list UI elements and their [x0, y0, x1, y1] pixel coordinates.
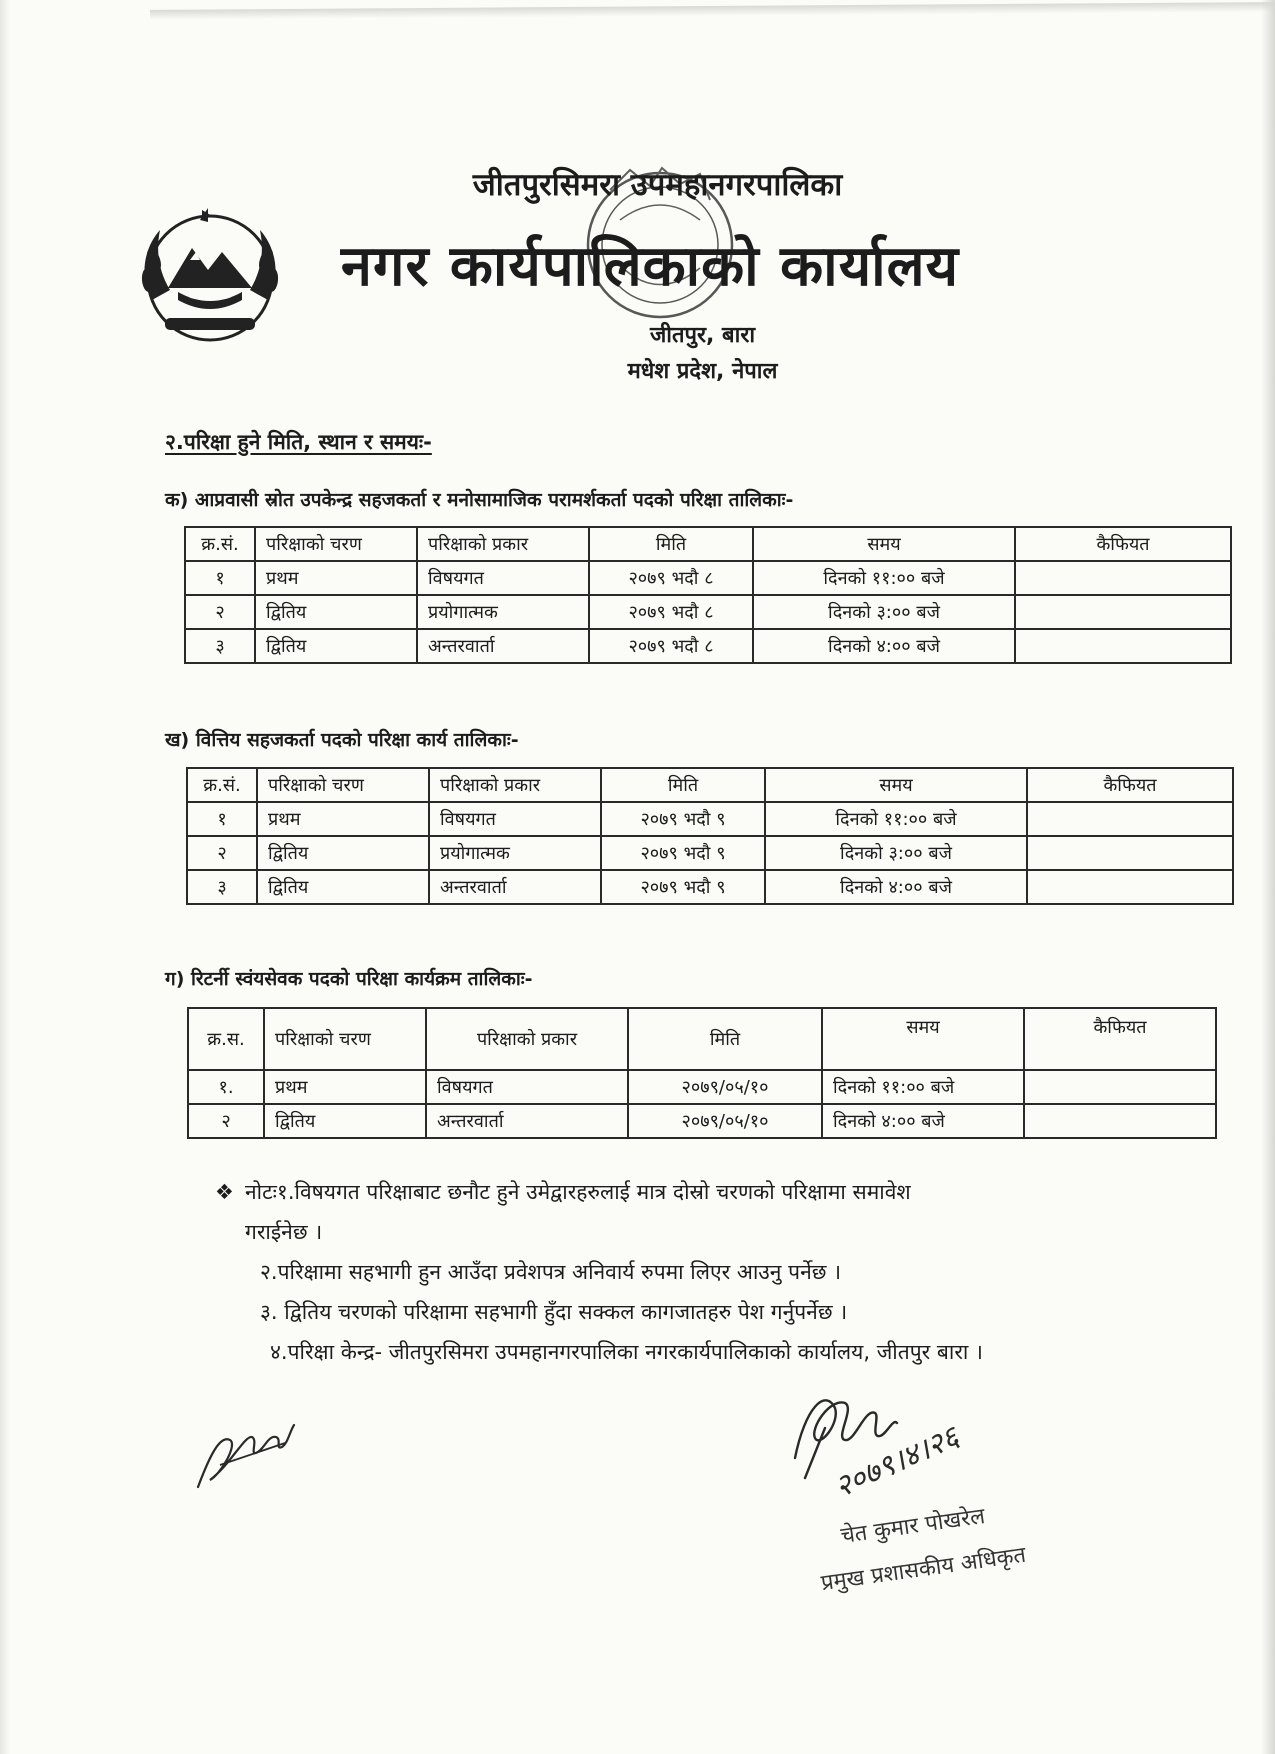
col-remarks: कैफियत: [1015, 527, 1231, 561]
scan-edge-left: [0, 0, 10, 1754]
province-name: मधेश प्रदेश, नेपाल: [627, 359, 778, 384]
col-time: समय: [765, 768, 1027, 802]
cell-sn: १: [187, 802, 257, 836]
cell-stage: प्रथम: [264, 1070, 426, 1104]
table-header-row: [185, 527, 1231, 561]
col-stage: परिक्षाको चरण: [264, 1008, 426, 1070]
table-row: [187, 836, 1233, 870]
cell-remarks: [1027, 802, 1233, 836]
cell-stage: द्वितिय: [255, 595, 417, 629]
table-row: [188, 1104, 1216, 1138]
cell-type: अन्तरवार्ता: [417, 629, 589, 663]
cell-stage: प्रथम: [257, 802, 429, 836]
signature-date: २०७९।४।२६: [829, 1419, 965, 1506]
cell-remarks: [1024, 1070, 1216, 1104]
schedule-a-title: क) आप्रवासी स्रोत उपकेन्द्र सहजकर्ता र मनोसामाजिक परामर्शकर्ता पदको परिक्षा तालिकाः-: [165, 489, 794, 511]
schedule-c-table: [187, 1007, 1217, 1139]
notes-block: [215, 1172, 1095, 1372]
cell-remarks: [1027, 836, 1233, 870]
col-date: मिति: [589, 527, 753, 561]
cell-date: २०७९ भदौ ९: [601, 836, 765, 870]
signatory-designation: प्रमुख प्रशासकीय अधिकृत: [819, 1542, 1028, 1597]
cell-remarks: [1024, 1104, 1216, 1138]
table-header-row: [188, 1008, 1216, 1070]
table-row: [187, 802, 1233, 836]
table-header-row: [187, 768, 1233, 802]
table-row: [185, 561, 1231, 595]
col-date: मिति: [601, 768, 765, 802]
cell-type: प्रयोगात्मक: [429, 836, 601, 870]
cell-type: विषयगत: [426, 1070, 628, 1104]
col-sn: क्र.सं.: [185, 527, 255, 561]
col-sn: क्र.स.: [188, 1008, 264, 1070]
cell-date: २०७९ भदौ ८: [589, 561, 753, 595]
cell-date: २०७९ भदौ ९: [601, 802, 765, 836]
cell-remarks: [1015, 561, 1231, 595]
cell-sn: १: [185, 561, 255, 595]
cell-sn: २: [185, 595, 255, 629]
cell-stage: द्वितिय: [264, 1104, 426, 1138]
col-type: परिक्षाको प्रकार: [417, 527, 589, 561]
note-1: [215, 1172, 1095, 1212]
cell-time: दिनको ११:०० बजे: [765, 802, 1027, 836]
cell-remarks: [1015, 629, 1231, 663]
cell-time: दिनको ४:०० बजे: [753, 629, 1015, 663]
table-row: [185, 629, 1231, 663]
cell-time: दिनको ४:०० बजे: [822, 1104, 1024, 1138]
cell-type: प्रयोगात्मक: [417, 595, 589, 629]
cell-remarks: [1015, 595, 1231, 629]
cell-time: दिनको ११:०० बजे: [753, 561, 1015, 595]
schedule-b-table: [186, 767, 1234, 905]
section-title: २.परिक्षा हुने मिति, स्थान र समयः-: [165, 430, 432, 454]
cell-sn: ३: [187, 870, 257, 904]
signatory-name: चेत कुमार पोखरेल: [839, 1503, 987, 1549]
note-1-text: नोटः१.विषयगत परिक्षाबाट छनौट हुने उमेद्वारहरुलाई मात्र दोस्रो चरणको परिक्षामा समावेश: [245, 1180, 911, 1204]
cell-date: २०७९ भदौ ९: [601, 870, 765, 904]
note-2: २.परिक्षामा सहभागी हुन आउँदा प्रवेशपत्र अनिवार्य रुपमा लिएर आउनु पर्नेछ ।: [260, 1260, 842, 1284]
cell-type: अन्तरवार्ता: [429, 870, 601, 904]
cell-stage: द्वितिय: [257, 836, 429, 870]
cell-time: दिनको ४:०० बजे: [765, 870, 1027, 904]
col-remarks: कैफियत: [1027, 768, 1233, 802]
cell-sn: २: [188, 1104, 264, 1138]
cell-date: २०७९ भदौ ८: [589, 595, 753, 629]
scan-edge-top: [150, 2, 1275, 20]
col-date: मिति: [628, 1008, 822, 1070]
cell-sn: २: [187, 836, 257, 870]
cell-date: २०७९/०५/१०: [628, 1104, 822, 1138]
scan-edge-right: [1261, 0, 1275, 1754]
bullet-icon: ❖: [215, 1180, 234, 1204]
col-time: समय: [753, 527, 1015, 561]
col-remarks: कैफियत: [1024, 1008, 1216, 1070]
cell-sn: ३: [185, 629, 255, 663]
table-row: [188, 1070, 1216, 1104]
table-row: [187, 870, 1233, 904]
cell-remarks: [1027, 870, 1233, 904]
schedule-c-title: ग) रिटर्नी स्वंयसेवक पदको परिक्षा कार्यक्रम तालिकाः-: [165, 968, 533, 990]
office-location: जीतपुर, बारा: [649, 323, 756, 348]
schedule-b-title: ख) वित्तिय सहजकर्ता पदको परिक्षा कार्य तालिकाः-: [165, 729, 519, 751]
cell-date: २०७९ भदौ ८: [589, 629, 753, 663]
note-1-continuation: गराईनेछ ।: [245, 1220, 323, 1244]
col-time: समय: [822, 1008, 1024, 1070]
cell-date: २०७९/०५/१०: [628, 1070, 822, 1104]
col-sn: क्र.सं.: [187, 768, 257, 802]
cell-sn: १.: [188, 1070, 264, 1104]
cell-type: विषयगत: [417, 561, 589, 595]
office-name: नगर कार्यपालिकाको कार्यालय: [340, 234, 960, 299]
col-stage: परिक्षाको चरण: [257, 768, 429, 802]
col-type: परिक्षाको प्रकार: [426, 1008, 628, 1070]
col-type: परिक्षाको प्रकार: [429, 768, 601, 802]
note-4: ४.परिक्षा केन्द्र- जीतपुरसिमरा उपमहानगरपालिका नगरकार्यपालिकाको कार्यालय, जीतपुर बारा ।: [270, 1340, 983, 1364]
cell-time: दिनको ३:०० बजे: [765, 836, 1027, 870]
cell-stage: प्रथम: [255, 561, 417, 595]
municipality-name: जीतपुरसिमरा उपमहानगरपालिका: [472, 167, 843, 203]
schedule-a-table: [184, 526, 1232, 664]
cell-time: दिनको ३:०० बजे: [753, 595, 1015, 629]
col-stage: परिक्षाको चरण: [255, 527, 417, 561]
cell-time: दिनको ११:०० बजे: [822, 1070, 1024, 1104]
cell-stage: द्वितिय: [257, 870, 429, 904]
cell-type: अन्तरवार्ता: [426, 1104, 628, 1138]
cell-stage: द्वितिय: [255, 629, 417, 663]
table-row: [185, 595, 1231, 629]
handwritten-signature-left: [190, 1395, 300, 1495]
cell-type: विषयगत: [429, 802, 601, 836]
note-3: ३. द्वितिय चरणको परिक्षामा सहभागी हुँदा सक्कल कागजातहरु पेश गर्नुपर्नेछ ।: [260, 1300, 848, 1324]
